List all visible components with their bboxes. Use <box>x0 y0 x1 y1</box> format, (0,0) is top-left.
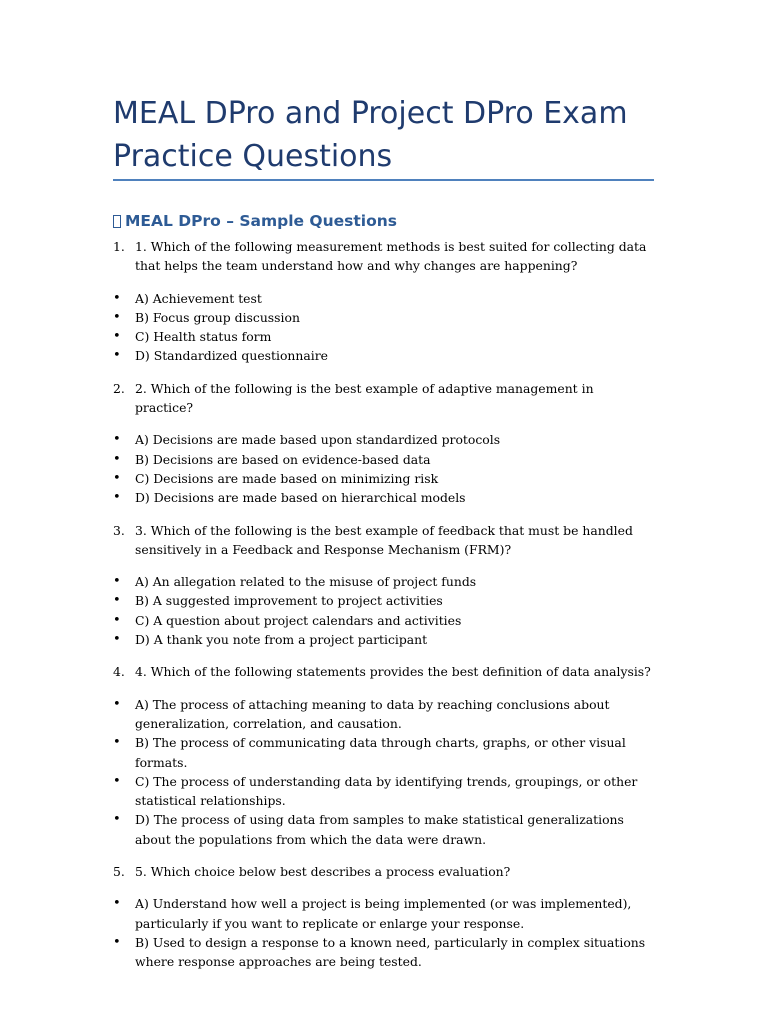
list-item <box>113 810 653 849</box>
list-item <box>113 572 653 591</box>
list-item <box>113 488 653 507</box>
question-1 <box>113 237 653 276</box>
title-divider <box>113 179 654 181</box>
question-2 <box>113 379 653 418</box>
option-text: C) The process of understanding data by identifying trends, groupings, or other statistical relationships. <box>135 773 638 809</box>
question-text: 2. Which of the following is the best example of adaptive management in practice? <box>135 380 594 416</box>
question-4 <box>113 662 653 681</box>
list-item <box>113 630 653 649</box>
question-2-options <box>113 430 653 507</box>
list-item <box>113 308 653 327</box>
option-text: C) A question about project calendars and activities <box>135 612 462 628</box>
list-item <box>113 933 653 972</box>
bullet-icon: • <box>113 348 121 364</box>
bullet-icon: • <box>113 290 121 306</box>
missing-glyph-icon <box>113 215 121 228</box>
bullet-icon: • <box>113 470 121 486</box>
option-text: B) Focus group discussion <box>135 309 300 325</box>
question-5 <box>113 862 653 881</box>
question-number: 3. <box>113 522 125 538</box>
bullet-icon: • <box>113 696 121 712</box>
list-item <box>113 450 653 469</box>
option-text: B) Decisions are based on evidence-based data <box>135 451 431 467</box>
question-list <box>113 237 653 985</box>
option-text: D) A thank you note from a project participant <box>135 632 428 648</box>
question-3-options <box>113 572 653 649</box>
option-text: A) Decisions are made based upon standardized protocols <box>135 432 501 448</box>
option-text: A) Achievement test <box>135 290 262 306</box>
option-text: C) Decisions are made based on minimizing risk <box>135 470 439 486</box>
option-text: A) Understand how well a project is being implemented (or was implemented), particularly if you want to replicate or enlarge your response. <box>135 896 632 931</box>
bullet-icon: • <box>113 490 121 506</box>
question-5-options <box>113 894 653 971</box>
option-text: D) Decisions are made based on hierarchical models <box>135 490 466 506</box>
list-item <box>113 611 653 630</box>
bullet-icon: • <box>113 735 121 751</box>
bullet-icon: • <box>113 451 121 467</box>
question-number: 4. <box>113 664 125 680</box>
list-item <box>113 346 653 365</box>
section-heading <box>113 212 397 230</box>
page-title: MEAL DPro and Project DPro Exam Practice Questions <box>113 96 628 174</box>
question-number: 5. <box>113 864 125 880</box>
bullet-icon: • <box>113 309 121 325</box>
option-text: D) Standardized questionnaire <box>135 348 328 364</box>
question-number: 2. <box>113 380 125 396</box>
list-item <box>113 733 653 772</box>
option-text: A) An allegation related to the misuse of project funds <box>135 574 477 590</box>
question-number: 1. <box>113 239 125 254</box>
list-item <box>113 327 653 346</box>
option-text: C) Health status form <box>135 329 272 345</box>
question-text: 5. Which choice below best describes a process evaluation? <box>135 864 511 880</box>
bullet-icon: • <box>113 934 121 950</box>
list-item <box>113 430 653 449</box>
bullet-icon: • <box>113 812 121 828</box>
bullet-icon: • <box>113 773 121 789</box>
list-item <box>113 772 653 811</box>
question-text: 1. Which of the following measurement methods is best suited for collecting data that helps the team understand how and why changes are happening? <box>135 239 647 274</box>
bullet-icon: • <box>113 593 121 609</box>
option-text: D) The process of using data from samples to make statistical generalizations about the populations from which the data were drawn. <box>135 812 624 847</box>
bullet-icon: • <box>113 896 121 912</box>
question-text: 4. Which of the following statements provides the best definition of data analysis? <box>135 664 651 680</box>
list-item <box>113 894 653 933</box>
question-text: 3. Which of the following is the best example of feedback that must be handled sensitively in a Feedback and Response Mechanism (FRM)? <box>135 522 633 557</box>
option-text: B) The process of communicating data through charts, graphs, or other visual formats. <box>135 735 626 770</box>
list-item <box>113 469 653 488</box>
list-item <box>113 591 653 610</box>
bullet-icon: • <box>113 432 121 448</box>
option-text: A) The process of attaching meaning to data by reaching conclusions about generalization, correlation, and causation. <box>135 696 610 731</box>
question-4-options <box>113 695 653 849</box>
bullet-icon: • <box>113 612 121 628</box>
option-text: B) A suggested improvement to project activities <box>135 593 443 609</box>
section-heading-text: MEAL DPro – Sample Questions <box>125 212 398 230</box>
list-item <box>113 289 653 308</box>
question-1-options <box>113 289 653 366</box>
list-item <box>113 695 653 734</box>
bullet-icon: • <box>113 329 121 345</box>
question-3 <box>113 521 653 560</box>
bullet-icon: • <box>113 632 121 648</box>
bullet-icon: • <box>113 574 121 590</box>
option-text: B) Used to design a response to a known need, particularly in complex situations where response approaches are being tested. <box>135 934 646 970</box>
